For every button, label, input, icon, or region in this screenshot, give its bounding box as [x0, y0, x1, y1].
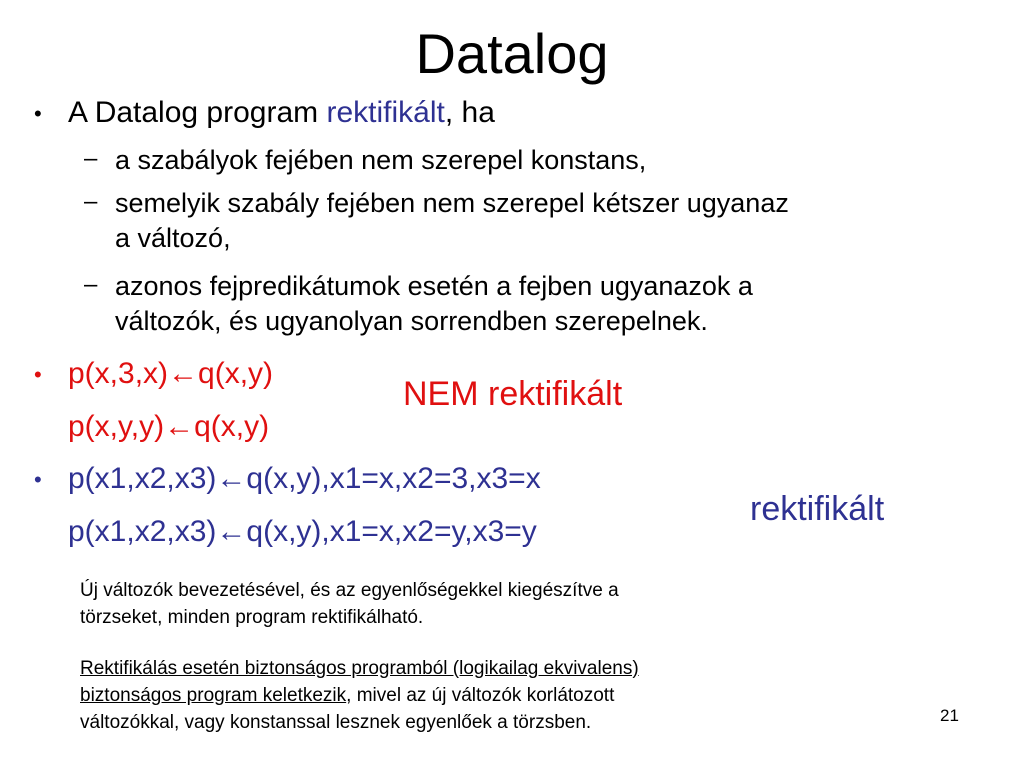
definition-suffix: , ha — [444, 96, 495, 129]
example-yes-line-1: p(x1,x2,x3)←q(x,y),x1=x,x2=3,x3=x — [68, 462, 541, 495]
note-safety — [80, 655, 840, 736]
note-line: változókkal, vagy konstanssal lesznek egyenlőek a törzsben. — [80, 712, 592, 733]
sub-item-1: a szabályok fejében nem szerepel konstans, — [115, 145, 647, 175]
note-fragment: , mivel az új változók korlátozott — [346, 685, 615, 706]
bullet-dot: • — [34, 467, 42, 492]
sub-dash: – — [84, 145, 98, 172]
label-rectified: rektifikált — [750, 490, 885, 528]
bullet-definition — [68, 95, 495, 131]
slide-title: Datalog — [415, 22, 609, 85]
sub-dash: – — [84, 188, 98, 215]
definition-highlight: rektifikált — [326, 96, 445, 129]
example-yes-line-2: p(x1,x2,x3)←q(x,y),x1=x,x2=y,x3=y — [68, 515, 537, 548]
note-line: törzseket, minden program rektifikálható. — [80, 607, 424, 628]
page-number: 21 — [940, 706, 959, 725]
bullet-dot: • — [34, 362, 42, 387]
sub-dash: – — [84, 271, 98, 298]
label-not-rectified: NEM rektifikált — [403, 375, 623, 413]
note-line: Új változók bevezetésével, és az egyenlőségekkel kiegészítve a — [80, 580, 619, 601]
sub-item-3: azonos fejpredikátumok esetén a fejben ugyanazok a — [115, 271, 753, 301]
definition-prefix: A Datalog program — [68, 96, 327, 129]
sub-item-3-cont: változók, és ugyanolyan sorrendben szerepelnek. — [115, 306, 708, 336]
sub-item-2-cont: a változó, — [115, 223, 231, 253]
note-line — [80, 682, 840, 709]
example-not-line-2: p(x,y,y)←q(x,y) — [68, 410, 270, 443]
example-not-line-1: p(x,3,x)←q(x,y) — [68, 357, 274, 390]
note-rectifiable — [80, 577, 840, 631]
sub-item-2: semelyik szabály fejében nem szerepel kétszer ugyanaz — [115, 188, 789, 218]
note-underlined-fragment: biztonságos program keletkezik — [80, 685, 347, 706]
bullet-dot: • — [34, 101, 42, 126]
note-line-underlined: Rektifikálás esetén biztonságos programból (logikailag ekvivalens) — [80, 658, 639, 679]
